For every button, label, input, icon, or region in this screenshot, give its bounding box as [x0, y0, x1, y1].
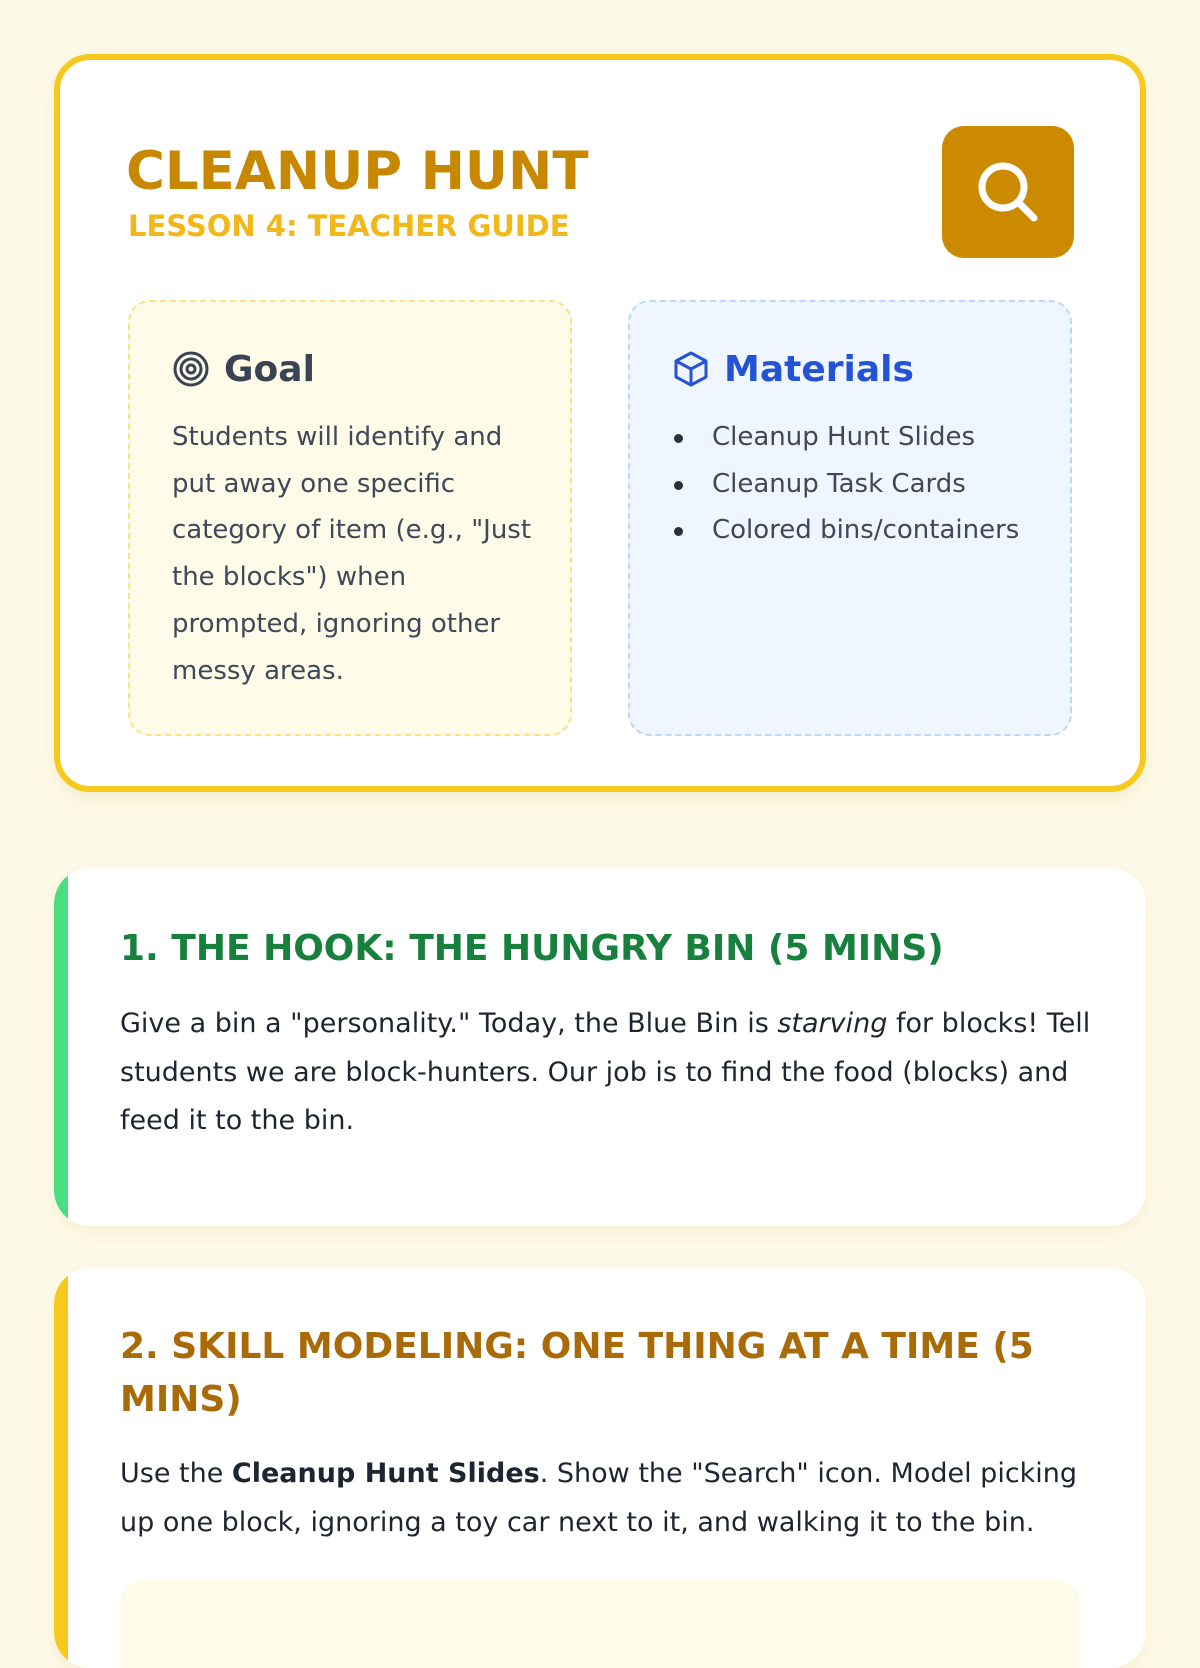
step-title: 1. THE HOOK: THE HUNGRY BIN (5 MINS)	[120, 928, 944, 969]
list-item: Cleanup Task Cards	[672, 461, 1019, 508]
step-body: Use the Cleanup Hunt Slides. Show the "Search" icon. Model picking up one block, ignoring a toy car next to it, and walking it to the bin.	[120, 1458, 1078, 1538]
goal-text: Students will identify and put away one specific category of item (e.g., "Just the blocks") when prompted, ignoring other messy areas.	[172, 422, 532, 686]
materials-heading	[672, 346, 914, 392]
step-body: Give a bin a "personality." Today, the Blue Bin is starving for blocks! Tell students we are block-hunters. Our job is to find the food (blocks) and feed it to the bin.	[120, 1008, 1091, 1136]
step-card-hook	[54, 868, 1146, 1226]
emphasis-text: starving	[777, 1008, 888, 1039]
step-title: 2. SKILL MODELING: ONE THING AT A TIME (5 MINS)	[120, 1326, 1034, 1420]
lesson-header-card	[54, 54, 1146, 792]
strong-text: Cleanup Hunt Slides	[231, 1458, 540, 1489]
list-item: Colored bins/containers	[672, 507, 1019, 554]
materials-list	[672, 414, 1019, 554]
box-icon	[672, 350, 710, 388]
target-icon	[172, 350, 210, 388]
step-callout-box	[120, 1580, 1080, 1668]
materials-heading-label: Materials	[724, 348, 914, 390]
page-subtitle: LESSON 4: TEACHER GUIDE	[128, 209, 570, 243]
list-item: Cleanup Hunt Slides	[672, 414, 1019, 461]
search-icon	[972, 156, 1044, 228]
step-card-skill-modeling	[54, 1268, 1146, 1668]
materials-panel	[628, 300, 1072, 736]
search-icon-tile	[942, 126, 1074, 258]
goal-heading	[172, 346, 315, 392]
page-title: CLEANUP HUNT	[126, 141, 589, 202]
goal-heading-label: Goal	[224, 348, 315, 390]
goal-panel	[128, 300, 572, 736]
